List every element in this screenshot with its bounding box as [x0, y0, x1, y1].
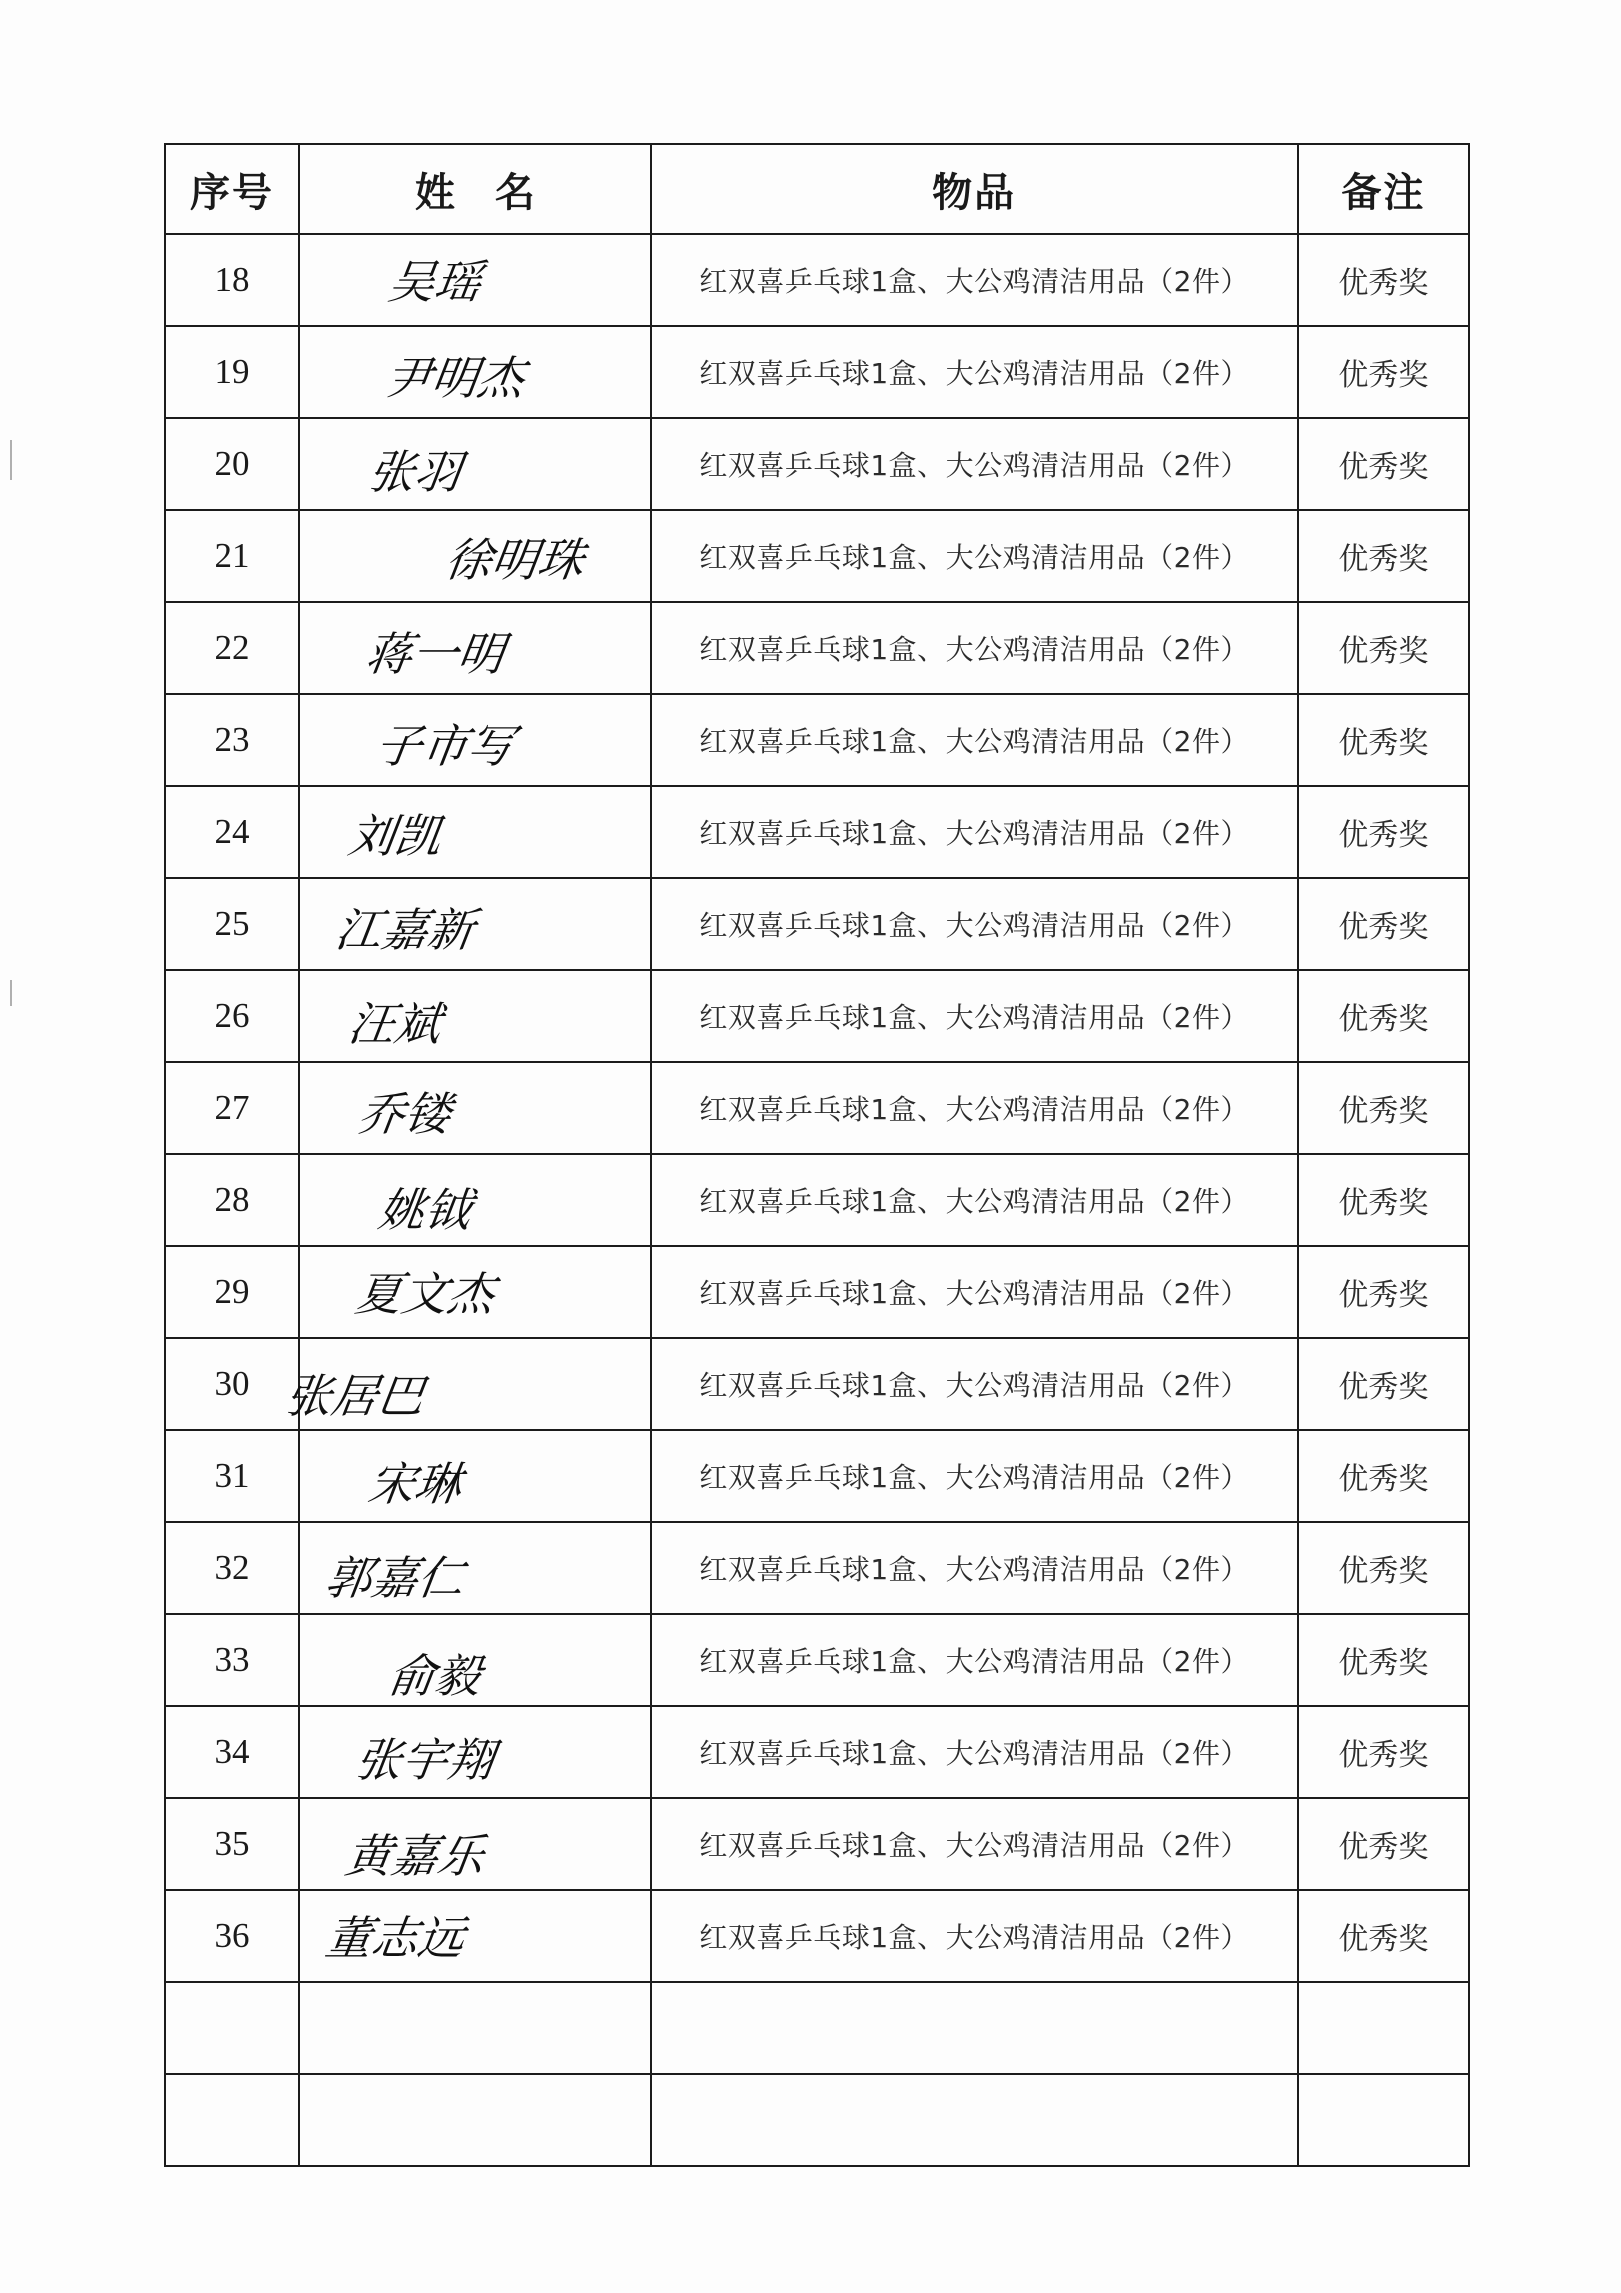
handwritten-signature: 董志远	[322, 1911, 468, 1965]
award-note: 优秀奖	[1298, 1246, 1469, 1338]
prize-item: 红双喜乒乓球1盒、大公鸡清洁用品（2件）	[651, 1246, 1298, 1338]
table-row	[165, 1798, 1469, 1890]
row-number: 20	[165, 418, 299, 510]
table-row	[165, 2074, 1469, 2166]
award-note: 优秀奖	[1298, 1614, 1469, 1706]
award-note: 优秀奖	[1298, 878, 1469, 970]
prize-item: 红双喜乒乓球1盒、大公鸡清洁用品（2件）	[651, 1154, 1298, 1246]
award-note: 优秀奖	[1298, 694, 1469, 786]
award-note: 优秀奖	[1298, 1798, 1469, 1890]
table-row	[165, 1890, 1469, 1982]
row-number: 22	[165, 602, 299, 694]
signature-cell	[299, 878, 651, 970]
header-name: 姓名	[299, 144, 651, 234]
prize-item: 红双喜乒乓球1盒、大公鸡清洁用品（2件）	[651, 1522, 1298, 1614]
handwritten-signature: 张居巴	[282, 1369, 428, 1423]
handwritten-signature: 刘凯	[345, 809, 445, 863]
table-row	[165, 1338, 1469, 1430]
prize-item: 红双喜乒乓球1盒、大公鸡清洁用品（2件）	[651, 1798, 1298, 1890]
handwritten-signature: 郭嘉仁	[322, 1551, 468, 1605]
handwritten-signature: 姚钺	[375, 1183, 475, 1237]
award-note: 优秀奖	[1298, 1522, 1469, 1614]
scan-edge-mark	[10, 440, 12, 480]
row-number: 28	[165, 1154, 299, 1246]
signature-cell	[299, 2074, 651, 2166]
prize-item: 红双喜乒乓球1盒、大公鸡清洁用品（2件）	[651, 1614, 1298, 1706]
prize-item: 红双喜乒乓球1盒、大公鸡清洁用品（2件）	[651, 326, 1298, 418]
award-note: 优秀奖	[1298, 1338, 1469, 1430]
handwritten-signature: 江嘉新	[332, 903, 478, 957]
table-row	[165, 326, 1469, 418]
prize-item	[651, 1982, 1298, 2074]
handwritten-signature: 子市写	[372, 719, 518, 773]
handwritten-signature: 吴瑶	[385, 255, 485, 309]
award-note: 优秀奖	[1298, 1706, 1469, 1798]
row-number: 21	[165, 510, 299, 602]
award-note	[1298, 1982, 1469, 2074]
prize-item: 红双喜乒乓球1盒、大公鸡清洁用品（2件）	[651, 234, 1298, 326]
header-no: 序号	[165, 144, 299, 234]
row-number: 27	[165, 1062, 299, 1154]
row-number	[165, 2074, 299, 2166]
prize-item: 红双喜乒乓球1盒、大公鸡清洁用品（2件）	[651, 1062, 1298, 1154]
header-note: 备注	[1298, 144, 1469, 234]
row-number: 33	[165, 1614, 299, 1706]
award-note: 优秀奖	[1298, 786, 1469, 878]
row-number: 35	[165, 1798, 299, 1890]
table-row	[165, 418, 1469, 510]
table-row	[165, 510, 1469, 602]
table-row	[165, 970, 1469, 1062]
award-note: 优秀奖	[1298, 234, 1469, 326]
prize-item: 红双喜乒乓球1盒、大公鸡清洁用品（2件）	[651, 510, 1298, 602]
signature-cell	[299, 1890, 651, 1982]
table-row	[165, 1706, 1469, 1798]
table-row	[165, 694, 1469, 786]
prize-item: 红双喜乒乓球1盒、大公鸡清洁用品（2件）	[651, 1706, 1298, 1798]
signature-cell	[299, 1614, 651, 1706]
signature-cell	[299, 1798, 651, 1890]
handwritten-signature: 蒋一明	[362, 627, 508, 681]
row-number: 18	[165, 234, 299, 326]
signature-cell	[299, 1430, 651, 1522]
handwritten-signature: 宋琳	[365, 1457, 465, 1511]
prize-item: 红双喜乒乓球1盒、大公鸡清洁用品（2件）	[651, 878, 1298, 970]
table-row	[165, 602, 1469, 694]
prize-item: 红双喜乒乓球1盒、大公鸡清洁用品（2件）	[651, 970, 1298, 1062]
scan-edge-mark	[10, 980, 12, 1006]
row-number: 24	[165, 786, 299, 878]
row-number: 32	[165, 1522, 299, 1614]
row-number: 34	[165, 1706, 299, 1798]
award-note: 优秀奖	[1298, 1154, 1469, 1246]
table-row	[165, 1246, 1469, 1338]
handwritten-signature: 黄嘉乐	[342, 1829, 488, 1883]
row-number: 36	[165, 1890, 299, 1982]
prize-item: 红双喜乒乓球1盒、大公鸡清洁用品（2件）	[651, 1430, 1298, 1522]
award-note: 优秀奖	[1298, 1890, 1469, 1982]
table-row	[165, 878, 1469, 970]
table-row	[165, 1154, 1469, 1246]
prize-item: 红双喜乒乓球1盒、大公鸡清洁用品（2件）	[651, 1890, 1298, 1982]
table-row	[165, 786, 1469, 878]
row-number: 26	[165, 970, 299, 1062]
signature-cell	[299, 510, 651, 602]
row-number: 29	[165, 1246, 299, 1338]
signature-cell	[299, 1706, 651, 1798]
handwritten-signature: 徐明珠	[442, 533, 588, 587]
signature-cell	[299, 1062, 651, 1154]
row-number: 19	[165, 326, 299, 418]
signature-cell	[299, 418, 651, 510]
award-note	[1298, 2074, 1469, 2166]
table-row	[165, 1062, 1469, 1154]
prize-item: 红双喜乒乓球1盒、大公鸡清洁用品（2件）	[651, 694, 1298, 786]
award-note: 优秀奖	[1298, 970, 1469, 1062]
table-row	[165, 234, 1469, 326]
handwritten-signature: 夏文杰	[352, 1267, 498, 1321]
table-row	[165, 1982, 1469, 2074]
signature-cell	[299, 1246, 651, 1338]
row-number	[165, 1982, 299, 2074]
prize-item: 红双喜乒乓球1盒、大公鸡清洁用品（2件）	[651, 786, 1298, 878]
table-row	[165, 1522, 1469, 1614]
signature-cell	[299, 1522, 651, 1614]
award-note: 优秀奖	[1298, 326, 1469, 418]
signature-cell	[299, 234, 651, 326]
signature-cell	[299, 1154, 651, 1246]
award-note: 优秀奖	[1298, 418, 1469, 510]
handwritten-signature: 俞毅	[385, 1649, 485, 1703]
prize-item: 红双喜乒乓球1盒、大公鸡清洁用品（2件）	[651, 418, 1298, 510]
header-item: 物品	[651, 144, 1298, 234]
prize-item: 红双喜乒乓球1盒、大公鸡清洁用品（2件）	[651, 1338, 1298, 1430]
signature-cell	[282, 1338, 651, 1430]
handwritten-signature: 尹明杰	[382, 351, 528, 405]
signature-cell	[299, 786, 651, 878]
prize-item: 红双喜乒乓球1盒、大公鸡清洁用品（2件）	[651, 602, 1298, 694]
award-note: 优秀奖	[1298, 1430, 1469, 1522]
signature-cell	[299, 694, 651, 786]
award-note: 优秀奖	[1298, 1062, 1469, 1154]
award-note: 优秀奖	[1298, 510, 1469, 602]
table-row	[165, 1430, 1469, 1522]
signature-cell	[299, 1982, 651, 2074]
award-list-table	[164, 143, 1470, 2167]
award-note: 优秀奖	[1298, 602, 1469, 694]
signature-cell	[299, 326, 651, 418]
row-number: 25	[165, 878, 299, 970]
handwritten-signature: 乔镂	[355, 1087, 455, 1141]
handwritten-signature: 张宇翔	[352, 1733, 498, 1787]
signature-cell	[299, 602, 651, 694]
table-row	[165, 1614, 1469, 1706]
row-number: 30	[165, 1338, 299, 1430]
handwritten-signature: 汪斌	[345, 997, 445, 1051]
table-body	[165, 234, 1469, 2166]
signature-cell	[299, 970, 651, 1062]
handwritten-signature: 张羽	[365, 445, 465, 499]
row-number: 31	[165, 1430, 299, 1522]
row-number: 23	[165, 694, 299, 786]
prize-item	[651, 2074, 1298, 2166]
table-header-row	[165, 144, 1469, 234]
